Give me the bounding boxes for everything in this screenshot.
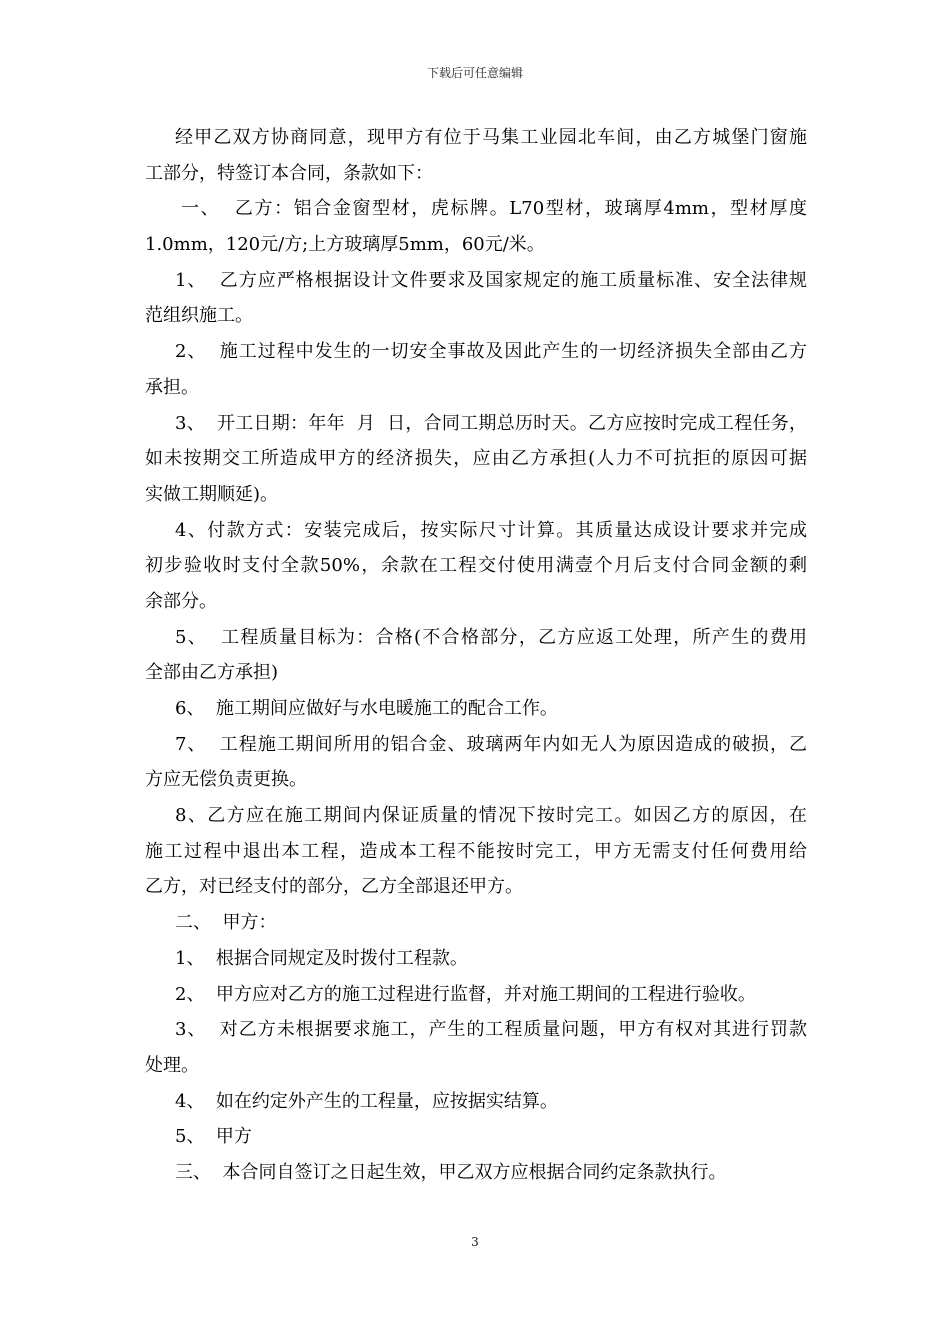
paragraph-line: 4、 如在约定外产生的工程量，应按据实结算。 [175,1090,558,1112]
section-heading: 三、 本合同自签订之日起生效，甲乙双方应根据合同约定条款执行。 [175,1161,727,1183]
paragraph-line: 范组织施工。 [145,305,253,327]
clause-b-7 [145,727,807,798]
clause-b-2 [145,334,807,405]
paragraph-line: 余部分。 [145,590,217,612]
clause-a-5 [145,1119,807,1155]
paragraph-line: 8、乙方应在施工期间内保证质量的情况下按时完工。如因乙方的原因，在 [175,805,807,827]
clause-a-4 [145,1084,807,1120]
paragraph-line: 3、 对乙方未根据要求施工，产生的工程质量问题，甲方有权对其进行罚款 [175,1019,807,1041]
document-body [145,120,807,1191]
paragraph-line: 3、 开工日期：年年 月 日，合同工期总历时天。乙方应按时完成工程任务， [175,412,807,434]
paragraph-intro [145,120,807,191]
paragraph-line: 如未按期交工所造成甲方的经济损失，应由乙方承担(人力不可抗拒的原因可据 [145,448,807,470]
paragraph-line: 2、 甲方应对乙方的施工过程进行监督，并对施工期间的工程进行验收。 [175,983,756,1005]
clause-b-5 [145,620,807,691]
paragraph-line: 全部由乙方承担) [145,662,279,684]
clause-b-8 [145,798,807,905]
paragraph-line: 处理。 [145,1054,199,1076]
paragraph-line: 2、 施工过程中发生的一切安全事故及因此产生的一切经济损失全部由乙方 [175,341,807,363]
paragraph-line: 初步验收时支付全款50%，余款在工程交付使用满壹个月后支付合同金额的剩 [145,555,807,577]
paragraph-line: 工部分，特签订本合同，条款如下： [145,162,433,184]
paragraph-line: 5、 甲方 [175,1126,252,1148]
paragraph-section-1-party-b [145,191,807,262]
clause-b-1 [145,263,807,334]
clause-b-3 [145,406,807,513]
clause-a-2 [145,977,807,1013]
paragraph-line: 1、 乙方应严格根据设计文件要求及国家规定的施工质量标准、安全法律规 [175,269,807,291]
clause-b-4 [145,513,807,620]
paragraph-line: 方应无偿负责更换。 [145,769,307,791]
paragraph-line: 1.0mm，120元/方;上方玻璃厚5mm，60元/米。 [145,234,545,256]
section-heading: 二、 甲方： [175,912,277,934]
paragraph-line: 乙方，对已经支付的部分，乙方全部退还甲方。 [145,876,523,898]
section-heading: 一、 乙方：铝合金窗型材，虎标牌。L70型材，玻璃厚4mm，型材厚度 [181,198,807,220]
paragraph-line: 6、 施工期间应做好与水电暖施工的配合工作。 [175,698,558,719]
paragraph-line: 4、付款方式：安装完成后，按实际尺寸计算。其质量达成设计要求并完成 [175,519,807,541]
paragraph-line: 实做工期顺延)。 [145,483,279,505]
paragraph-section-3-effective [145,1155,807,1191]
paragraph-line: 施工过程中退出本工程，造成本工程不能按时完工，甲方无需支付任何费用给 [145,840,807,862]
clause-a-3 [145,1012,807,1083]
paragraph-line: 5、 工程质量目标为：合格(不合格部分，乙方应返工处理，所产生的费用 [175,626,807,648]
clause-b-6 [145,691,807,727]
paragraph-line: 7、 工程施工期间所用的铝合金、玻璃两年内如无人为原因造成的破损，乙 [175,733,807,755]
paragraph-line: 1、 根据合同规定及时拨付工程款。 [175,947,468,969]
clause-a-1 [145,941,807,977]
paragraph-section-2-party-a [145,905,807,941]
page-header-note: 下载后可任意编辑 [426,66,523,80]
paragraph-line: 承担。 [145,376,199,398]
page-number: 3 [471,1235,479,1249]
paragraph-line: 经甲乙双方协商同意，现甲方有位于马集工业园北车间，由乙方城堡门窗施 [175,127,807,148]
